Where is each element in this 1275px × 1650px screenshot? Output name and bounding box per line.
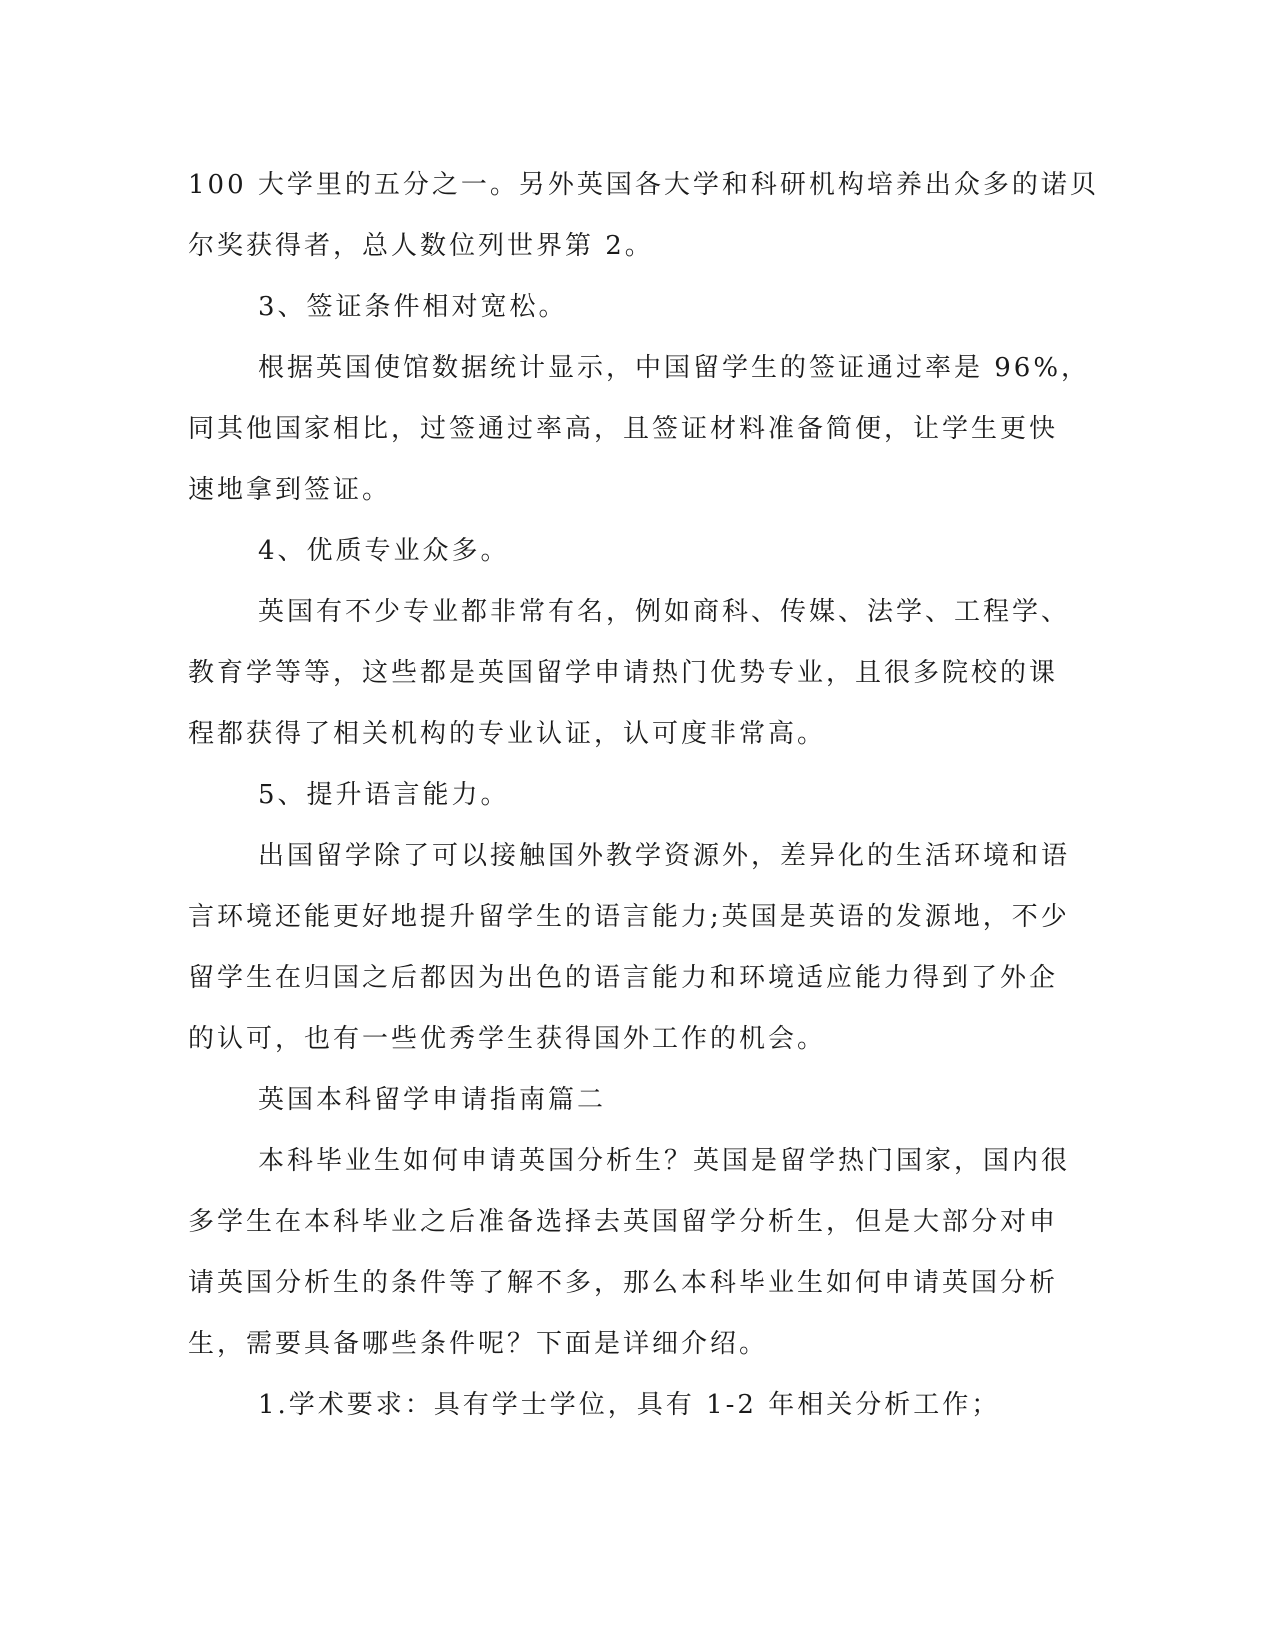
text-line: 尔奖获得者，总人数位列世界第 2。 xyxy=(188,231,654,261)
text-line: 速地拿到签证。 xyxy=(188,475,392,505)
text-line: 根据英国使馆数据统计显示，中国留学生的签证通过率是 96%， xyxy=(258,353,1091,383)
heading-language-ability xyxy=(188,765,1068,826)
text-line: 5、提升语言能力。 xyxy=(258,780,510,810)
section-title-guide-part-two xyxy=(188,1070,1068,1131)
text-line: 教育学等等，这些都是英国留学申请热门优势专业，且很多院校的课 xyxy=(188,658,1059,688)
text-line: 1.学术要求：具有学士学位，具有 1-2 年相关分析工作； xyxy=(258,1390,1001,1420)
text-line: 程都获得了相关机构的专业认证，认可度非常高。 xyxy=(188,719,827,749)
text-line: 生，需要具备哪些条件呢？下面是详细介绍。 xyxy=(188,1329,769,1359)
heading-quality-majors xyxy=(188,521,1068,582)
paragraph-analyst-intro xyxy=(188,1131,1071,1375)
paragraph-academic-requirement xyxy=(188,1375,1068,1436)
text-line: 言环境还能更好地提升留学生的语言能力;英国是英语的发源地，不少 xyxy=(188,902,1070,932)
text-line: 同其他国家相比，过签通过率高，且签证材料准备简便，让学生更快 xyxy=(188,414,1059,444)
text-line: 本科毕业生如何申请英国分析生？英国是留学热门国家，国内很 xyxy=(258,1146,1071,1176)
paragraph-nobel-ranking xyxy=(188,155,1099,277)
text-line: 请英国分析生的条件等了解不多，那么本科毕业生如何申请英国分析 xyxy=(188,1268,1059,1298)
text-line: 英国本科留学申请指南篇二 xyxy=(258,1085,607,1115)
paragraph-visa-rate xyxy=(188,338,1091,521)
text-line: 英国有不少专业都非常有名，例如商科、传媒、法学、工程学、 xyxy=(258,597,1071,627)
text-line: 4、优质专业众多。 xyxy=(258,536,510,566)
text-line: 出国留学除了可以接触国外教学资源外，差异化的生活环境和语 xyxy=(258,841,1071,871)
paragraph-famous-majors xyxy=(188,582,1071,765)
document-body xyxy=(188,155,1099,1436)
text-line: 留学生在归国之后都因为出色的语言能力和环境适应能力得到了外企 xyxy=(188,963,1059,993)
heading-visa-conditions xyxy=(188,277,1068,338)
text-line: 3、签证条件相对宽松。 xyxy=(258,292,568,322)
paragraph-language-environment xyxy=(188,826,1071,1070)
text-line: 多学生在本科毕业之后准备选择去英国留学分析生，但是大部分对申 xyxy=(188,1207,1059,1237)
text-line: 的认可，也有一些优秀学生获得国外工作的机会。 xyxy=(188,1024,827,1054)
text-line: 100 大学里的五分之一。另外英国各大学和科研机构培养出众多的诺贝 xyxy=(188,170,1099,200)
